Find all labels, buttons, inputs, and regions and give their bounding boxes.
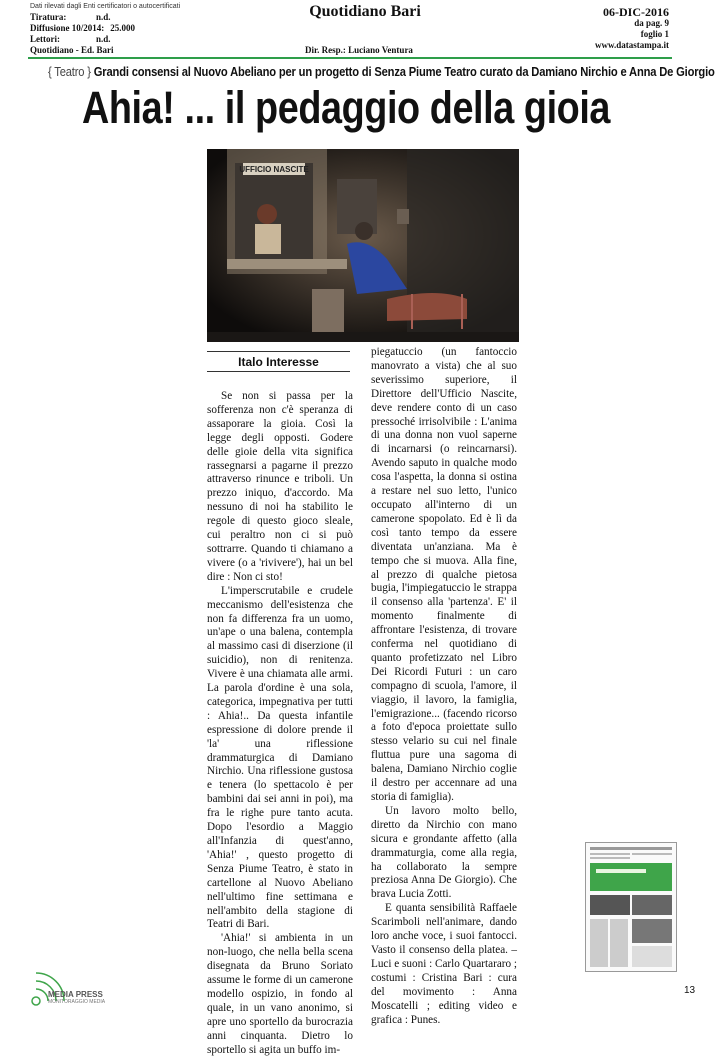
lettori-label: Lettori:: [30, 34, 60, 44]
author-bottom-rule: [207, 371, 350, 372]
diffusione-label: Diffusione 10/2014:: [30, 23, 105, 33]
page-from: da pag. 9: [634, 18, 669, 28]
page-thumbnail[interactable]: [585, 842, 677, 972]
stage-scene-illustration: [207, 149, 519, 342]
headline: Ahia! ... il pedaggio della gioia: [82, 82, 611, 133]
paragraph: Se non si passa per la sofferenza non c'è speranza di assaporare la gioia. Così la legge degli opposti. Godere delle gioie della vita significa rassegnarsi a pagarne il prezzo attraverso rinunce e triboli. Un prezzo iniquo, d'accordo. Ma nessuno di noi ha stabilito le regole di questo gioco sleale, cui peraltro non ci si può sottrarre. Quando ti chiamano a vivere (o a 'rivivere'), hai un bel dire : Non ci sto!: [207, 390, 353, 583]
tiratura-value: n.d.: [96, 12, 111, 22]
article-photo: [207, 149, 519, 342]
tiratura-label: Tiratura:: [30, 12, 67, 22]
section-label: { Teatro }: [48, 64, 91, 79]
page-number: 13: [684, 985, 696, 996]
author-top-rule: [207, 351, 350, 352]
certification-note: Dati rilevati dagli Enti certificatori o autocertificati: [30, 3, 181, 10]
author-byline: Italo Interesse: [238, 355, 319, 369]
circulation-info: [30, 12, 135, 56]
director-name: Dir. Resp.: Luciano Ventura: [305, 45, 413, 55]
logo-subtitle: MONITORAGGIO MEDIA: [48, 999, 106, 1005]
issue-date: 06-DIC-2016: [603, 5, 669, 19]
thumbnail-image: [586, 843, 676, 971]
publication-name: Quotidiano Bari: [309, 3, 421, 20]
paragraph: L'imperscrutabile e crudele meccanismo dell'esistenza che non fa differenza fra un uomo, un'ape o una balena, contempla al massimo casi di diserzione (il suicidio), non di renitenza. Vivere è una chiamata alle armi. La parola d'ordine è una sola, categorica, impegnativa per tutti : Ahia!.. Da questa infantile espressione di dolore prende il 'la' una riflessione drammaturgica di Damiano Nirchio. Una riflessione gustosa e tenera (lo spettacolo è per bambini dai sei anni in poi), ma fra le righe pure tanto acuta. Dopo l'esordio a Maggio all'Infanzia di quest'anno, 'Ahia!' , questo progetto di Senza Piume Teatro, è stato in cartellone al Nuovo Abeliano nell'ultimo fine settimana e nell'ambito della stagione di Teatri di Bari.: [207, 584, 353, 931]
sheet-number: foglio 1: [640, 29, 669, 39]
paragraph: piegatuccio (un fantoccio manovrato a vista) che al suo severissimo superiore, il Direttore dell'Ufficio Nascite, deve rendere conto di un caso pressoché irrisolvibile : L'anima di una donna non vuol saperne di incarnarsi (o reincarnarsi). Avendo saputo in qualche modo cosa l'aspetta, la donna si ostina a restare nel suo letto, l'unico occupato all'interno di un camerone spopolato. Ed è lì da così tanto tempo da essere diventata un'anziana. Ma è tempo che si muova. Alla fine, al prezzo di qualche pietosa bugia, l'impiegatuccio le strappa il consenso alla 'partenza'. E' il momento finalmente di affrontare l'esistenza, di trovare conferma nel quotidiano di quanto profetizzato nel Libro Dei Ricordi Futuri : un caro compagno di scuola, l'amore, il viaggio, il lavoro, la famiglia, l'emigrazione... (facendo ricorso a foto d'epoca proiettate sullo stesso velario su cui nel finale fluttua pure una sagoma di balena, Damiano Nirchio coglie il destro per accennare ad una storia di famiglia).: [371, 346, 517, 803]
article-column-1: [207, 390, 353, 1058]
diffusione-value: 25.000: [110, 23, 135, 33]
lettori-value: n.d.: [96, 34, 111, 44]
paragraph: E quanta sensibilità Raffaele Scarimboli nell'animare, dando loro anche voce, i suoi fantocci. Vasto il consenso della platea. – Luci e suoni : Carlo Quartararo ; costumi : Cristina Bari : cura del movimento : Anna Moscatelli ; editing video e grafica : Punes.: [371, 902, 518, 1026]
edition-label: Quotidiano - Ed. Bari: [30, 45, 114, 55]
date-info: [595, 7, 669, 51]
paragraph: 'Ahia!' si ambienta in un non-luogo, che nella bella scena disegnata da Bruno Soriato assume le forme di un camerone modello ospizio, in fondo al quale, in un vano anonimo, si apre uno sportello da burocrazia anni cinquanta. Dietro lo sportello si agita un buffo im-: [207, 932, 353, 1056]
header-divider: [28, 57, 672, 59]
logo-name: MEDIA PRESS: [48, 990, 103, 999]
website-link[interactable]: www.datastampa.it: [594, 40, 669, 50]
photo-sign-text: UFFICIO NASCITE: [239, 165, 309, 174]
kicker: [48, 64, 715, 79]
article-column-2: [371, 346, 517, 1027]
kicker-text: Grandi consensi al Nuovo Abeliano per un progetto di Senza Piume Teatro curato da Damiano Nirchio e Anna De Giorgio: [93, 64, 715, 79]
paragraph: Un lavoro molto bello, diretto da Nirchio con mano sicura e grondante affetto (alla drammaturgia, come alla regia, ha collaborato la sempre preziosa Anna De Giorgio). Che brava Lucia Zotti.: [371, 804, 517, 901]
